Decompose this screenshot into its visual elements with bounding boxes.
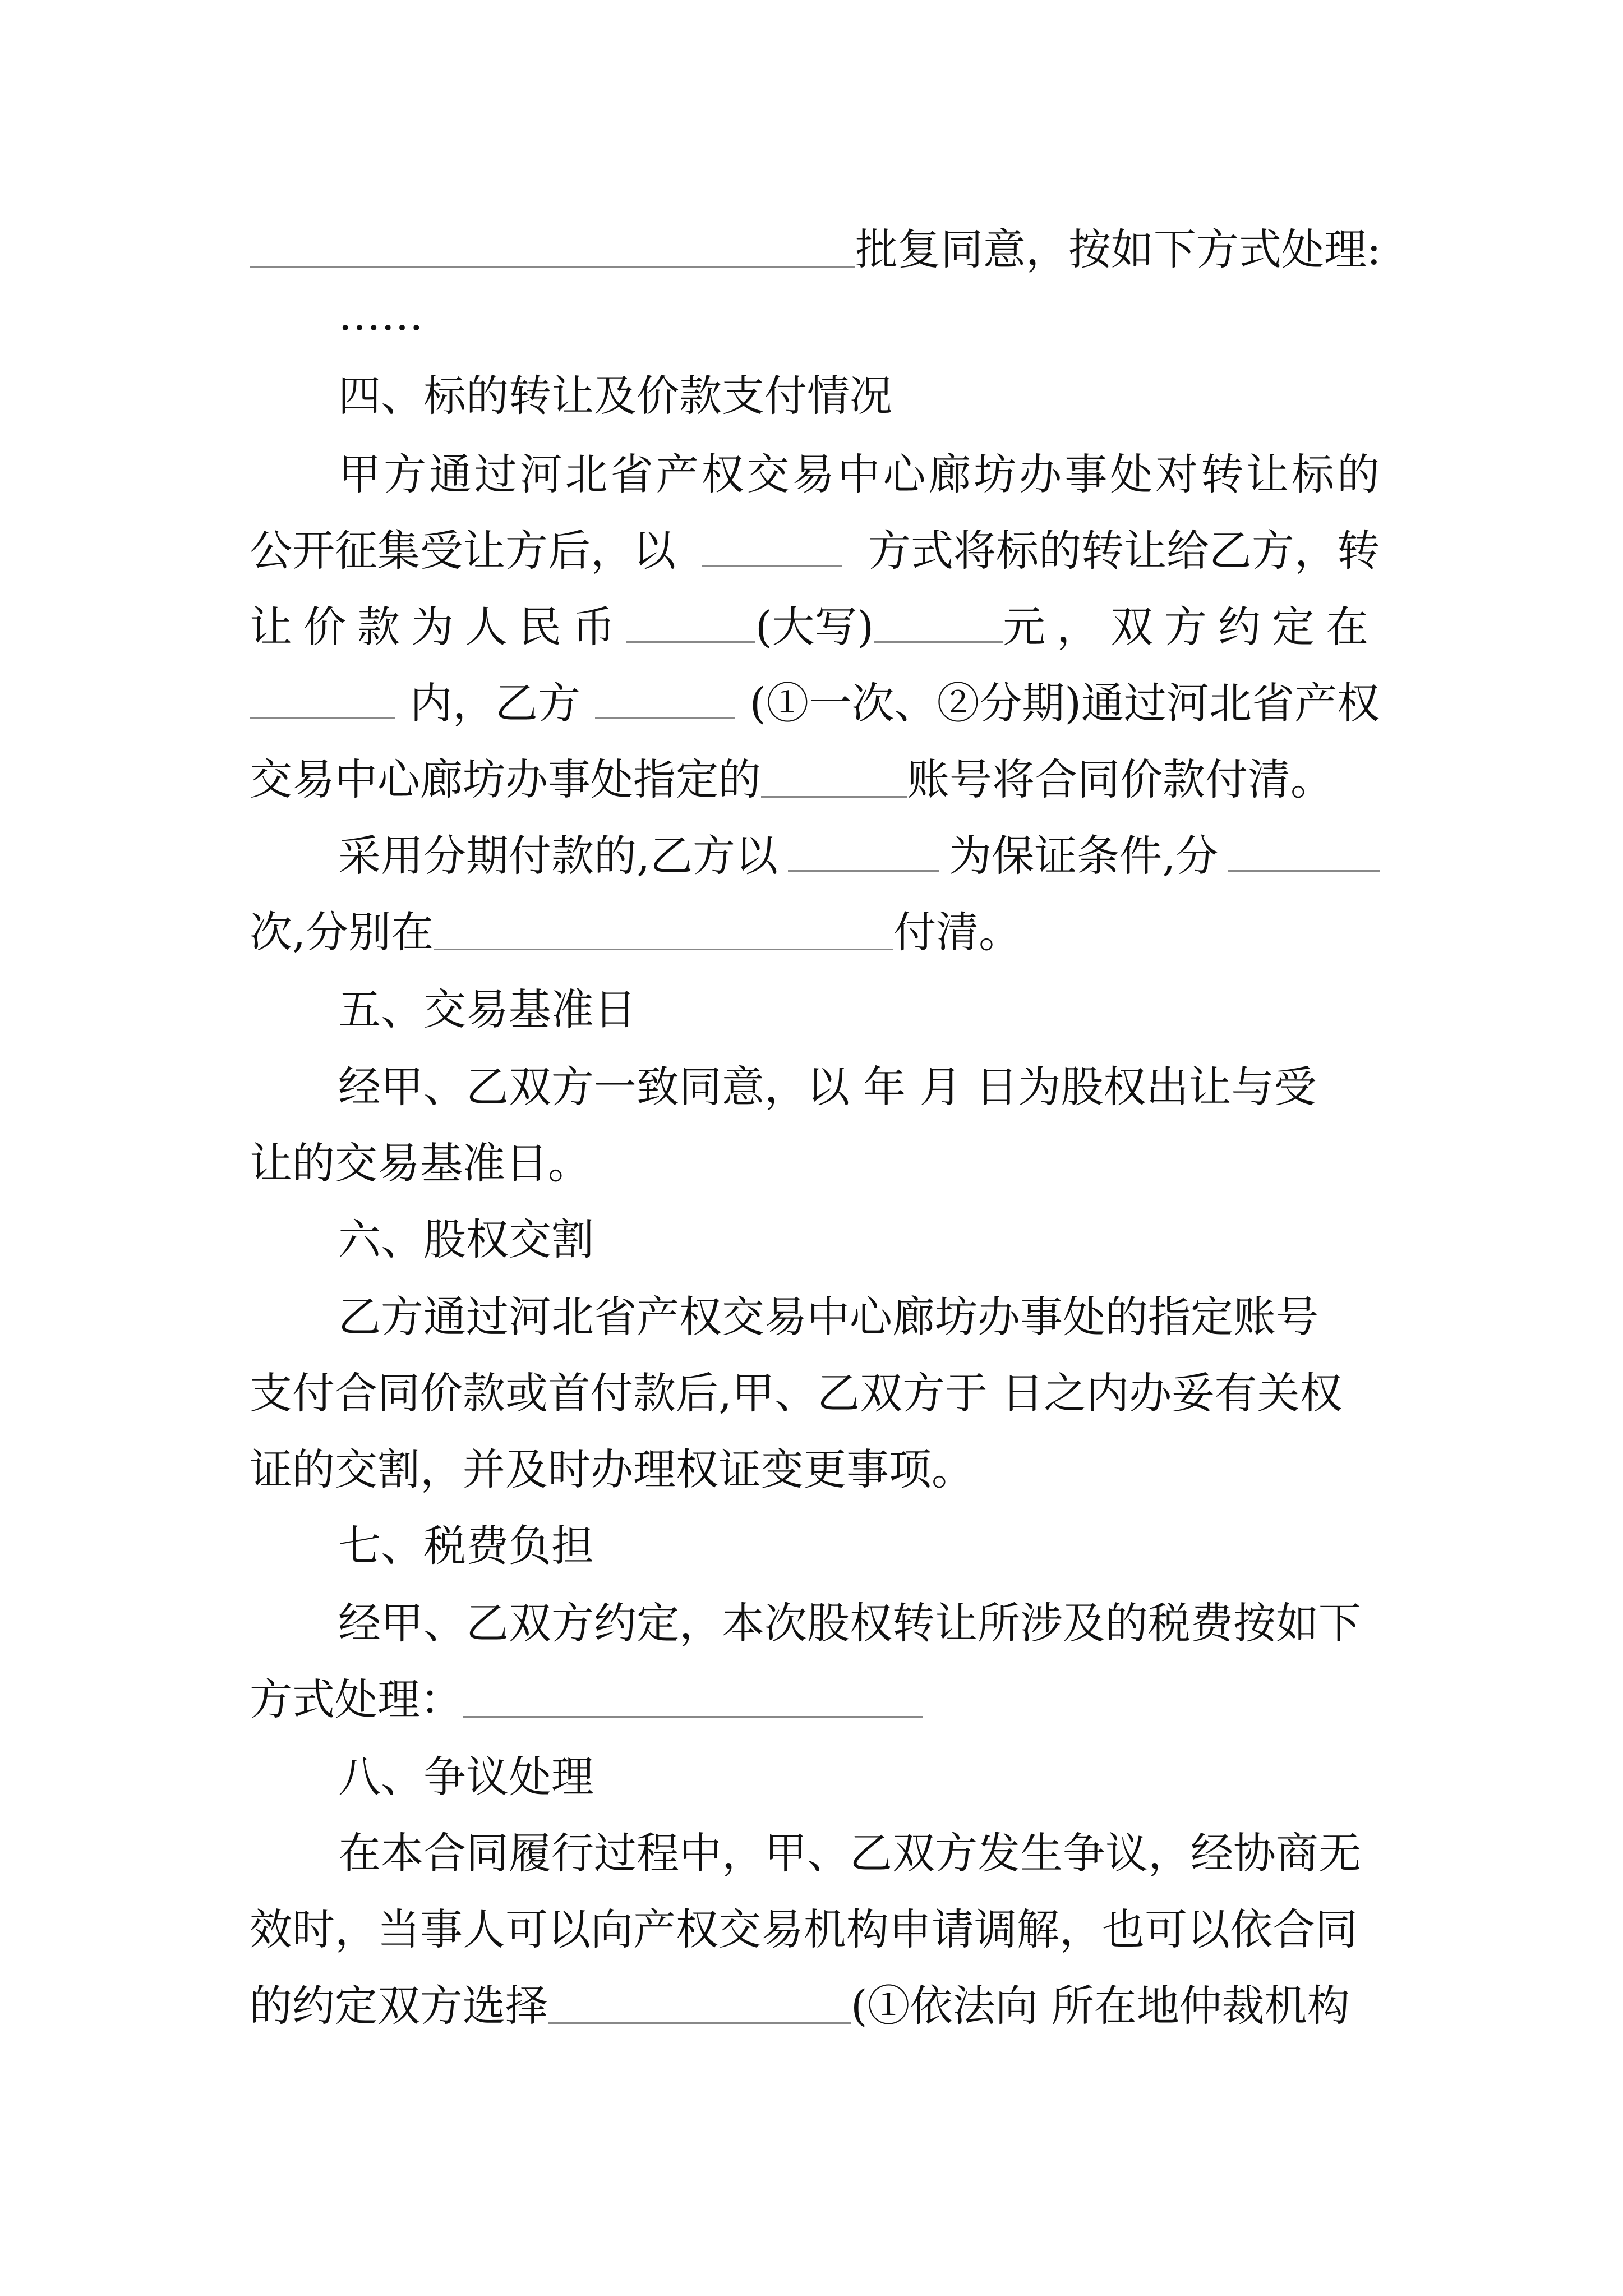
text-segment: 交易中心廊坊办事处指定的 xyxy=(250,754,761,804)
fill-in-blank xyxy=(626,602,755,643)
text-char: 交 xyxy=(746,449,790,499)
text-segment: 乙方通过河北省产权交易中心廊坊办事处的指定账号 xyxy=(338,1292,1318,1342)
section-5-title: 五、交易基准日 xyxy=(338,984,637,1034)
paragraph-8-line-2 xyxy=(250,1902,1380,1958)
text-segment: 内，乙方 xyxy=(409,678,580,728)
section-7-heading xyxy=(338,1518,1468,1574)
text-char: 对 xyxy=(1155,449,1198,499)
section-5-heading xyxy=(338,982,1468,1038)
text-segment: 经甲、乙双方约定，本次股权转让所涉及的税费按如下 xyxy=(338,1598,1361,1648)
doc-line-1 xyxy=(250,222,1380,278)
text-segment: 采用分期付款的,乙方以 xyxy=(338,831,778,881)
text-segment: (①一次、②分期)通过河北省产权 xyxy=(749,678,1380,728)
section-6-heading xyxy=(338,1212,1468,1268)
text-segment: 在本合同履行过程中，甲、乙双方发生争议，经协商无 xyxy=(338,1828,1361,1878)
text-char: 通 xyxy=(428,449,472,499)
text-char: 让 xyxy=(1246,449,1289,499)
text-segment: 公开征集受让方后，以 xyxy=(250,526,676,576)
paragraph-4-line-2 xyxy=(250,523,1380,579)
text-char: 事 xyxy=(1064,449,1108,499)
text-char: 河 xyxy=(519,449,562,499)
fill-in-blank xyxy=(548,1983,851,2024)
text-segment: 支付合同价款或首付款后,甲、乙双方于 日之内办妥有关权 xyxy=(250,1368,1343,1418)
text-segment: 方式处理： xyxy=(250,1674,463,1724)
text-char: 廊 xyxy=(928,449,971,499)
text-segment: 次,分别在 xyxy=(250,907,434,957)
paragraph-8-line-1 xyxy=(338,1825,1380,1881)
fill-in-blank xyxy=(874,602,1003,643)
approval-text: 批复同意，按如下方式处理: xyxy=(855,224,1381,274)
paragraph-5-line-2 xyxy=(250,1135,1380,1191)
paragraph-4-line-1 xyxy=(338,447,1380,503)
paragraph-6-line-2 xyxy=(250,1365,1380,1421)
section-8-title: 八、争议处理 xyxy=(338,1752,594,1802)
text-char: 产 xyxy=(656,449,699,499)
section-7-title: 七、税费负担 xyxy=(338,1521,594,1571)
text-char: 甲 xyxy=(338,449,381,499)
text-segment: 为保证条件,分 xyxy=(949,831,1219,881)
text-char: 权 xyxy=(701,449,744,499)
text-char: 过 xyxy=(474,449,517,499)
text-segment: 让的交易基准日。 xyxy=(250,1138,591,1188)
section-4-heading xyxy=(338,368,1468,424)
text-segment: 付清。 xyxy=(893,907,1022,957)
paragraph-6-line-1 xyxy=(338,1289,1380,1345)
fill-in-blank xyxy=(434,909,893,950)
fill-in-blank xyxy=(463,1677,923,1718)
paragraph-4-line-5 xyxy=(250,752,1380,808)
text-segment: 账号将合同价款付清。 xyxy=(907,754,1333,804)
text-char: 办 xyxy=(1019,449,1062,499)
paragraph-4-line-4 xyxy=(250,675,1380,731)
text-segment: 元，双方约定在 xyxy=(1003,602,1380,652)
text-char: 中 xyxy=(837,449,880,499)
text-segment: 的约定双方选择 xyxy=(250,1981,548,2031)
paragraph-7-line-2 xyxy=(250,1672,1380,1728)
paragraph-4b-line-2 xyxy=(250,904,1380,960)
section-6-title: 六、股权交割 xyxy=(338,1214,594,1264)
text-char: 易 xyxy=(792,449,835,499)
fill-in-blank xyxy=(788,831,939,872)
text-char: 标 xyxy=(1292,449,1335,499)
text-char: 处 xyxy=(1110,449,1153,499)
paragraph-8-line-3 xyxy=(250,1978,1380,2034)
text-segment: 效时，当事人可以向产权交易机构申请调解，也可以依合同 xyxy=(250,1904,1358,1954)
text-segment: 方式将标的转让给乙方，转 xyxy=(868,526,1380,576)
fill-in-blank xyxy=(702,526,842,567)
text-char: 转 xyxy=(1201,449,1244,499)
fill-in-blank xyxy=(250,678,395,719)
text-segment: 经甲、乙双方一致同意，以 年 月 日为股权出让与受 xyxy=(338,1062,1317,1112)
section-4-title: 四、标的转让及价款支付情况 xyxy=(338,371,892,421)
paragraph-6-line-3 xyxy=(250,1442,1380,1498)
text-segment: (①依法向 所在地仲裁机构 xyxy=(851,1981,1350,2031)
text-segment: (大写) xyxy=(755,602,874,652)
paragraph-4b-line-1 xyxy=(338,828,1380,884)
text-char: 坊 xyxy=(974,449,1017,499)
paragraph-5-line-1 xyxy=(338,1059,1380,1115)
doc-line-2 xyxy=(338,287,1380,343)
paragraph-4-line-3 xyxy=(250,599,1380,655)
text-char: 的 xyxy=(1336,449,1380,499)
fill-in-blank xyxy=(250,227,855,268)
ellipsis-text: …… xyxy=(338,290,423,340)
fill-in-blank xyxy=(1228,831,1380,872)
text-segment: 证的交割，并及时办理权证变更事项。 xyxy=(250,1444,974,1494)
fill-in-blank xyxy=(595,678,735,719)
fill-in-blank xyxy=(761,757,907,798)
text-char: 省 xyxy=(610,449,653,499)
text-segment: 让价款为人民币 xyxy=(250,602,626,652)
paragraph-7-line-1 xyxy=(338,1595,1380,1651)
text-char: 心 xyxy=(883,449,926,499)
text-char: 北 xyxy=(565,449,608,499)
section-8-heading xyxy=(338,1749,1468,1805)
text-char: 方 xyxy=(383,449,426,499)
